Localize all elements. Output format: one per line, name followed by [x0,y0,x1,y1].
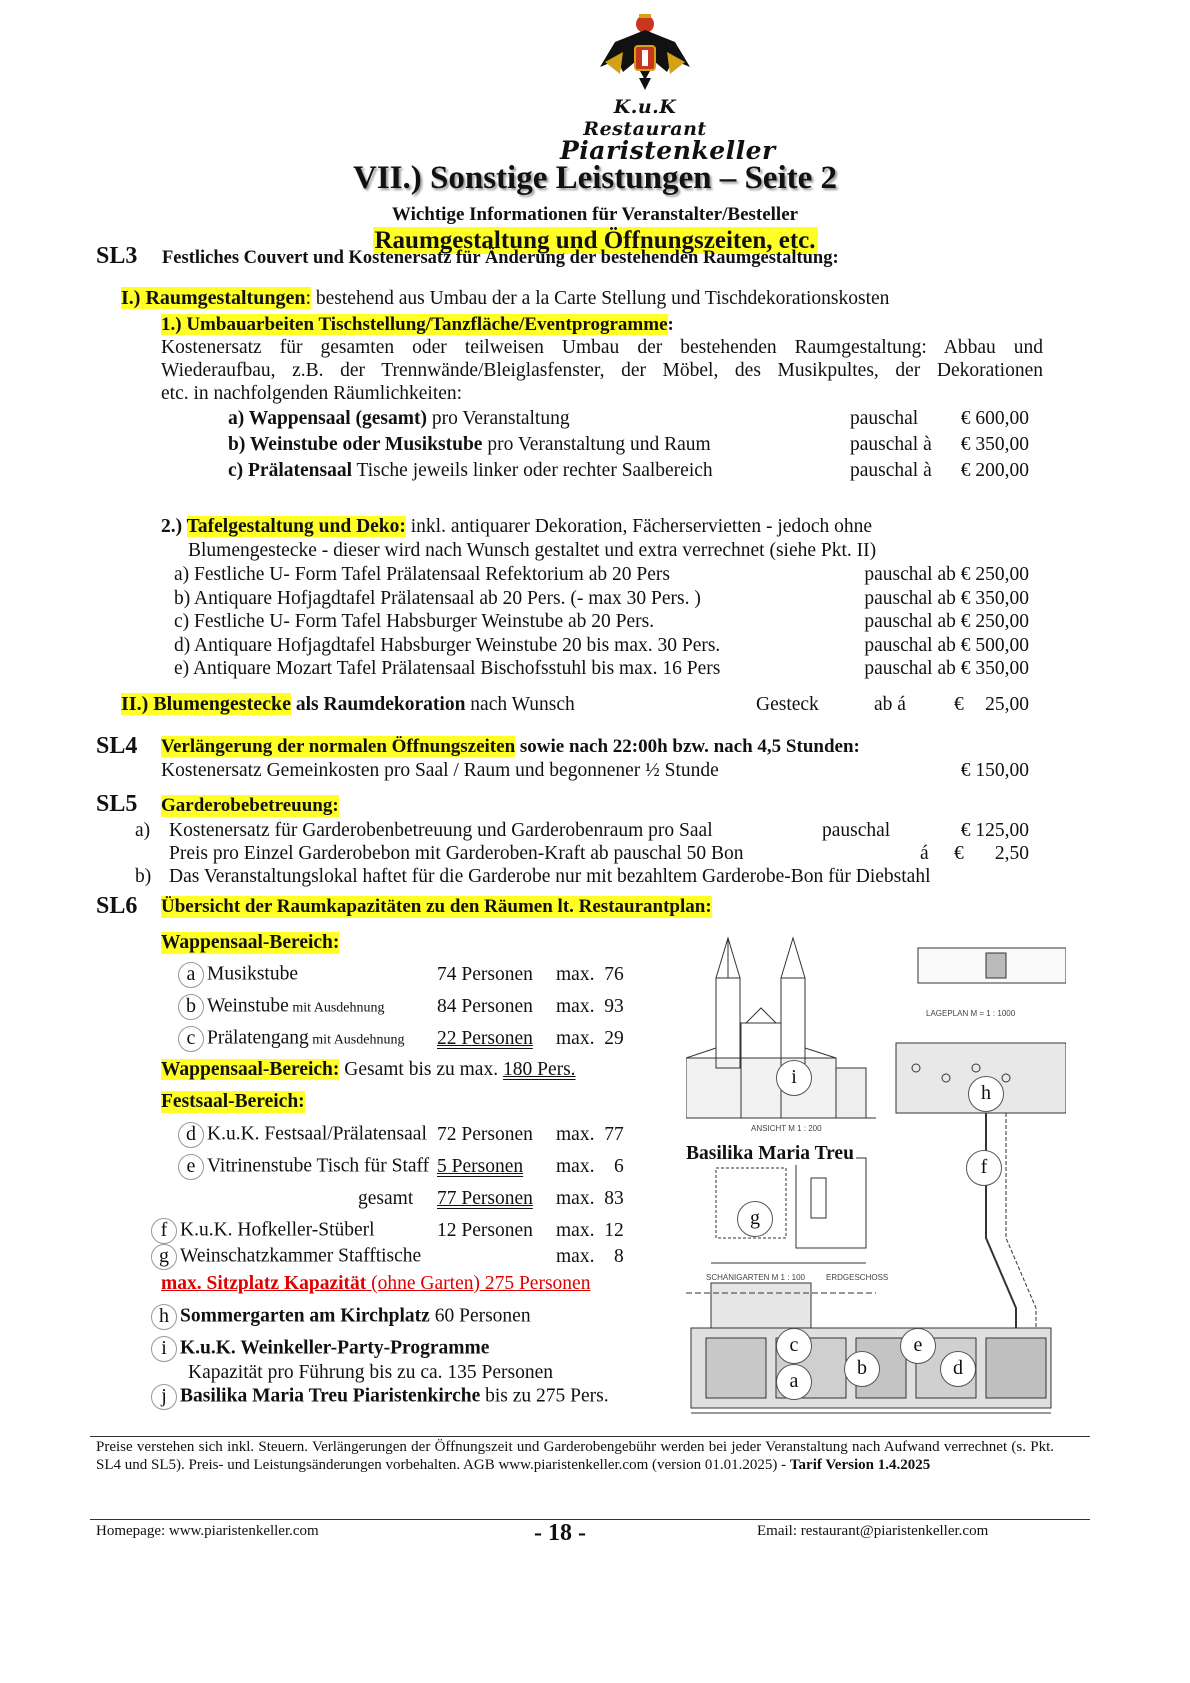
sl6-code: SL6 [96,893,138,919]
section-blumengestecke [121,693,1029,716]
capacity-room-name: K.u.K. Hofkeller-Stüberl [180,1219,375,1241]
sl4-heading-rest: sowie nach 22:00h bzw. nach 4,5 Stunden: [515,736,860,757]
room-marker-b: b [178,994,204,1020]
footer-homepage[interactable]: Homepage: www.piaristenkeller.com [96,1523,319,1539]
capacity-room-name: K.u.K. Festsaal/Prälatensaal [207,1123,427,1145]
sl5-heading: Garderobebetreuung: [161,795,339,816]
capacity-room-name: Weinschatzkammer Stafftische [180,1245,422,1267]
room-rebuild-unit: pauschal [850,408,919,429]
table-deco-row-price: pauschal ab € 350,00 [864,587,1029,609]
sub2-label: Tafelgestaltung und Deko: [186,516,406,537]
capacity-max: max. 6 [556,1156,624,1177]
section-i-colon: : [305,287,312,309]
section-ii-ab: ab á [874,694,906,715]
room-rebuild-name: a) Wappensaal (gesamt) [228,408,427,429]
room-rebuild-text: pro Veranstaltung und Raum [482,434,711,455]
schanigarten-label: SCHANIGARTEN M 1 : 100 [706,1273,805,1282]
footer-note [96,1438,1054,1474]
map-marker-a: a [776,1364,812,1400]
logo-line1: K.u.K Restaurant [583,96,707,140]
room-rebuild-price: € 350,00 [960,434,1029,455]
sub1-heading [161,314,674,336]
sl5-b-marker: b) [135,866,152,887]
room-j [151,1384,609,1410]
room-rebuild-price: € 200,00 [960,460,1029,481]
sub1-label: 1.) Umbauarbeiten Tischstellung/Tanzfläche/Eventprogramme [161,314,668,335]
room-i-bold: K.u.K. Weinkeller-Party-Programme [180,1337,490,1359]
capacity-persons: 5 Personen [437,1156,524,1177]
room-marker-f: f [151,1218,177,1244]
max-capacity-bold: max. Sitzplatz Kapazität [161,1273,367,1294]
table-deco-row-text: a) Festliche U- Form Tafel Prälatensaal Refektorium ab 20 Pers [174,564,670,585]
festsaal-total-max: max. 83 [556,1188,624,1209]
table-deco-row-price: pauschal ab € 500,00 [864,634,1029,656]
capacity-room-name: Vitrinenstube Tisch für Staff [207,1155,430,1177]
sl4-line: Kostenersatz Gemeinkosten pro Saal / Raum und begonnener ½ Stunde [161,760,719,781]
table-deco-row-price: pauschal ab € 250,00 [864,611,1029,632]
sl5-a-marker: a) [135,820,151,841]
sl5-a-unit: pauschal [822,820,891,841]
festsaal-total-values [437,1188,632,1210]
map-marker-h: h [968,1076,1004,1112]
capacity-max: max. 93 [556,996,624,1017]
double-eagle-crest-icon [595,12,695,94]
capacity-persons: 12 Personen [437,1220,533,1241]
basilika-label: Basilika Maria Treu [686,1143,854,1164]
page-subtitle: Wichtige Informationen für Veranstalter/Besteller [391,204,799,225]
marker-h: h [151,1304,177,1330]
marker-i: i [151,1336,177,1362]
capacity-row [178,962,298,988]
sl5-code: SL5 [96,791,138,817]
max-capacity-text: (ohne Garten) 275 Personen [366,1273,591,1294]
section-ii-text: nach Wunsch [465,694,575,715]
room-rebuild-text: pro Veranstaltung [426,408,570,429]
sl4-heading [161,736,860,758]
logo [560,12,776,165]
sl5-a-text: Kostenersatz für Garderobenbetreuung und Garderobenraum pro Saal [169,820,713,841]
section-raumgestaltungen [121,287,889,310]
map-marker-b: b [844,1351,880,1387]
map-marker-i: i [776,1060,812,1096]
festsaal-total-persons: 77 Personen [437,1188,533,1209]
sl5-b-text: Das Veranstaltungslokal haftet für die Garderobe nur mit bezahltem Garderobe-Bon für Diebstahl [169,866,931,887]
capacity-max: max. 29 [556,1028,624,1049]
sl5-a2-price: 2,50 [994,843,1029,864]
room-rebuild-name: b) Weinstube oder Musikstube [228,434,483,455]
capacity-persons: 84 Personen [437,996,533,1017]
table-deco-row-text: c) Festliche U- Form Tafel Habsburger Weinstube ab 20 Pers. [174,611,655,632]
sub2-text-line2: Blumengestecke - dieser wird nach Wunsch gestaltet und extra verrechnet (siehe Pkt. II) [188,540,877,561]
room-j-text: bis zu 275 Pers. [480,1385,609,1407]
sl4-price: € 150,00 [960,760,1029,781]
capacity-max: max. 76 [556,964,624,985]
room-rebuild-row [228,460,713,482]
room-marker-c: c [178,1026,204,1052]
footer-divider-top [90,1436,1090,1437]
room-h [151,1304,531,1330]
room-i [151,1336,489,1362]
sub1-text-line3: etc. in nachfolgenden Räumlichkeiten: [161,383,463,404]
table-deco-row-text: d) Antiquare Hofjagdtafel Habsburger Weinstube 20 bis max. 30 Pers. [174,634,721,656]
page-title: VII.) Sonstige Leistungen – Seite 2 [352,160,838,196]
footer-note-text: Preise verstehen sich inkl. Steuern. Verlängerungen der Öffnungszeit und Garderobengebühr werden bei jeder Veranstaltung nach Aufwand verrechnet (s. Pkt. SL4 und SL5). Preis- und Leistungsänderungen vorbehalten. AGB www.piaristenkeller.com (version 01.01.2025) - [96,1439,1054,1473]
section-i-text: bestehend aus Umbau der a la Carte Stellung und Tischdekorationskosten [311,288,890,309]
festsaal-total-label: gesamt [358,1188,414,1209]
room-marker-a: a [178,962,204,988]
table-deco-row-price: pauschal ab € 250,00 [864,564,1029,585]
table-deco-row-text: b) Antiquare Hofjagdtafel Prälatensaal ab 20 Pers. (- max 30 Pers. ) [174,587,701,609]
map-marker-d: d [940,1351,976,1387]
capacity-row [178,994,385,1020]
sl5-a2-text: Preis pro Einzel Garderobebon mit Garderoben-Kraft ab pauschal 50 Bon [169,843,744,864]
wappensaal-total-value: 180 Pers. [502,1059,576,1080]
room-h-bold: Sommergarten am Kirchplatz [180,1305,430,1327]
capacity-row [178,1154,429,1180]
room-marker-e: e [178,1154,204,1180]
capacity-persons: 72 Personen [437,1124,533,1145]
sl5-a2-unit: á [920,843,929,864]
wappensaal-total [161,1059,576,1081]
max-capacity [161,1273,590,1295]
room-rebuild-row [228,408,570,430]
room-rebuild-price: € 600,00 [960,408,1029,429]
sub1-text-line1: Kostenersatz für gesamten oder teilweisen Umbau der bestehenden Raumgestaltung: Abbau und [161,337,1043,358]
room-rebuild-unit: pauschal à [850,434,932,455]
capacity-row [151,1244,421,1270]
wappensaal-total-label: Wappensaal-Bereich: [161,1059,340,1080]
room-marker-g: g [151,1244,177,1270]
capacity-max: max. 12 [556,1220,624,1241]
capacity-room-name: Weinstube [207,995,289,1017]
room-j-bold: Basilika Maria Treu Piaristenkirche [180,1385,481,1407]
section-ii-bold: als Raumdekoration [290,694,466,715]
wappensaal-total-text: Gesamt bis zu max. [339,1059,503,1080]
sl5-a-price: € 125,00 [960,820,1029,841]
capacity-row [178,1026,404,1052]
sub2-text-line1: inkl. antiquarer Dekoration, Fächerservietten - jedoch ohne [405,516,873,537]
capacity-room-name: Prälatengang [207,1027,309,1049]
floorplan-drawing [686,928,1066,1418]
capacity-room-name: Musikstube [207,963,299,985]
section-ii-unit: Gesteck [756,694,819,715]
erdgeschoss-label: ERDGESCHOSS [826,1273,889,1282]
sub2-heading [161,516,872,538]
sub2-num: 2.) [161,516,187,537]
capacity-max: max. 8 [556,1246,624,1267]
room-h-text: 60 Personen [429,1305,531,1327]
room-rebuild-unit: pauschal à [850,460,932,481]
capacity-max: max. 77 [556,1124,624,1145]
ansicht-label: ANSICHT M 1 : 200 [751,1124,822,1133]
capacity-persons: 22 Personen [437,1028,533,1049]
room-rebuild-row [228,434,711,456]
sl4-code: SL4 [96,733,138,759]
capacity-room-note: mit Ausdehnung [288,1000,385,1016]
capacity-persons: 74 Personen [437,964,533,985]
table-deco-row-price: pauschal ab € 350,00 [864,658,1029,679]
footer-email[interactable]: Email: restaurant@piaristenkeller.com [757,1523,989,1539]
sl4-heading-hl: Verlängerung der normalen Öffnungszeiten [161,736,516,757]
sl3-heading: Festliches Couvert und Kostenersatz für Änderung der bestehenden Raumgestaltung: [162,248,839,268]
logo-line2: Piaristenkeller [560,136,776,165]
table-deco-row-text: e) Antiquare Mozart Tafel Prälatensaal Bischofsstuhl bis max. 16 Pers [174,658,721,679]
festsaal-label: Festsaal-Bereich: [161,1091,305,1112]
lageplan-label: LAGEPLAN M = 1 : 1000 [926,1009,1016,1018]
section-i-label: I.) Raumgestaltungen [121,287,306,309]
sub1-colon: : [667,314,674,335]
section-ii-price: 25,00 [985,694,1029,715]
sl5-a2-currency: € [954,843,964,864]
section-ii-label: II.) Blumengestecke [121,693,291,715]
wappensaal-label: Wappensaal-Bereich: [161,932,340,953]
room-marker-d: d [178,1122,204,1148]
sl3-code: SL3 [96,243,138,269]
restaurant-plan-image [686,928,1066,1418]
room-rebuild-text: Tische jeweils linker oder rechter Saalbereich [352,460,713,481]
section-ii-currency: € [954,694,964,715]
map-marker-f: f [966,1150,1002,1186]
sl6-heading: Übersicht der Raumkapazitäten zu den Räumen lt. Restaurantplan: [161,896,712,917]
room-i-text: Kapazität pro Führung bis zu ca. 135 Personen [188,1362,553,1383]
footer-note-version: Tarif Version 1.4.2025 [789,1457,931,1473]
page-number: - 18 - [534,1520,586,1546]
marker-j: j [151,1384,177,1410]
capacity-row [151,1218,375,1244]
sub1-text-line2: Wiederaufbau, z.B. der Trennwände/Bleiglasfenster, der Möbel, des Musikpultes, der Dekorationen [161,360,1043,381]
subtitle-highlight-text: Raumgestaltung und Öffnungszeiten, etc. [374,227,816,254]
map-marker-g: g [737,1201,773,1237]
capacity-row [178,1122,427,1148]
capacity-room-note: mit Ausdehnung [308,1032,405,1048]
map-marker-c: c [776,1328,812,1364]
room-rebuild-name: c) Prälatensaal [228,460,353,481]
map-marker-e: e [900,1328,936,1364]
